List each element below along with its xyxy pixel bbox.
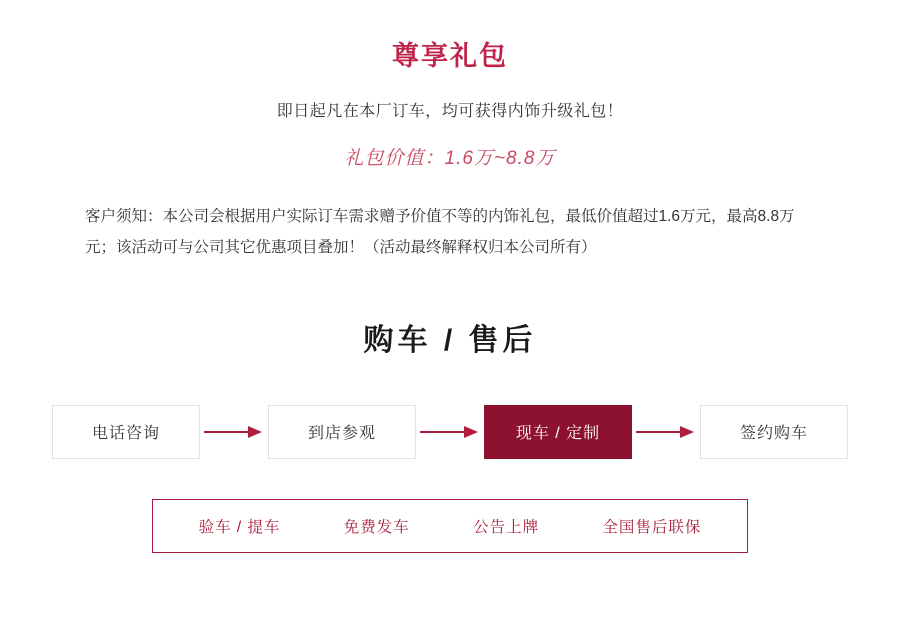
after-sales-bar (152, 499, 748, 553)
purchase-section-title: 购车 / 售后 (363, 323, 537, 357)
flow-step-label: 电话咨询 (91, 425, 160, 443)
gift-package-section (0, 0, 900, 263)
gift-notice-text: 客户须知：本公司会根据用户实际订车需求赠予价值不等的内饰礼包，最低价值超过1.6万元，最高8.8万元；该活动可与公司其它优惠项目叠加！（活动最终解释权归本公司所有） (85, 208, 795, 256)
flow-step-label: 签约购车 (739, 425, 808, 443)
flow-step-sign-purchase[interactable] (700, 405, 848, 459)
gift-subtitle: 即日起凡在本厂订车，均可获得内饰升级礼包！ (276, 103, 624, 121)
after-sales-item-inspect-pickup[interactable]: 验车 / 提车 (198, 518, 281, 536)
after-sales-item-free-delivery[interactable]: 免费发车 (343, 518, 410, 536)
flow-step-phone-consult[interactable] (52, 405, 200, 459)
flow-step-label: 到店参观 (307, 425, 376, 443)
arrow-right-icon (632, 422, 700, 442)
flow-step-label: 现车 / 定制 (515, 425, 601, 443)
arrow-right-icon (200, 422, 268, 442)
after-sales-item-nationwide-warranty[interactable]: 全国售后联保 (602, 518, 702, 536)
gift-title: 尊享礼包 (392, 41, 508, 71)
arrow-right-icon (416, 422, 484, 442)
flow-step-store-visit[interactable] (268, 405, 416, 459)
gift-value-line: 礼包价值：1.6万~8.8万 (344, 148, 556, 170)
after-sales-item-registration[interactable]: 公告上牌 (473, 518, 540, 536)
flow-step-stock-or-custom[interactable] (484, 405, 632, 459)
purchase-flow (0, 405, 900, 459)
